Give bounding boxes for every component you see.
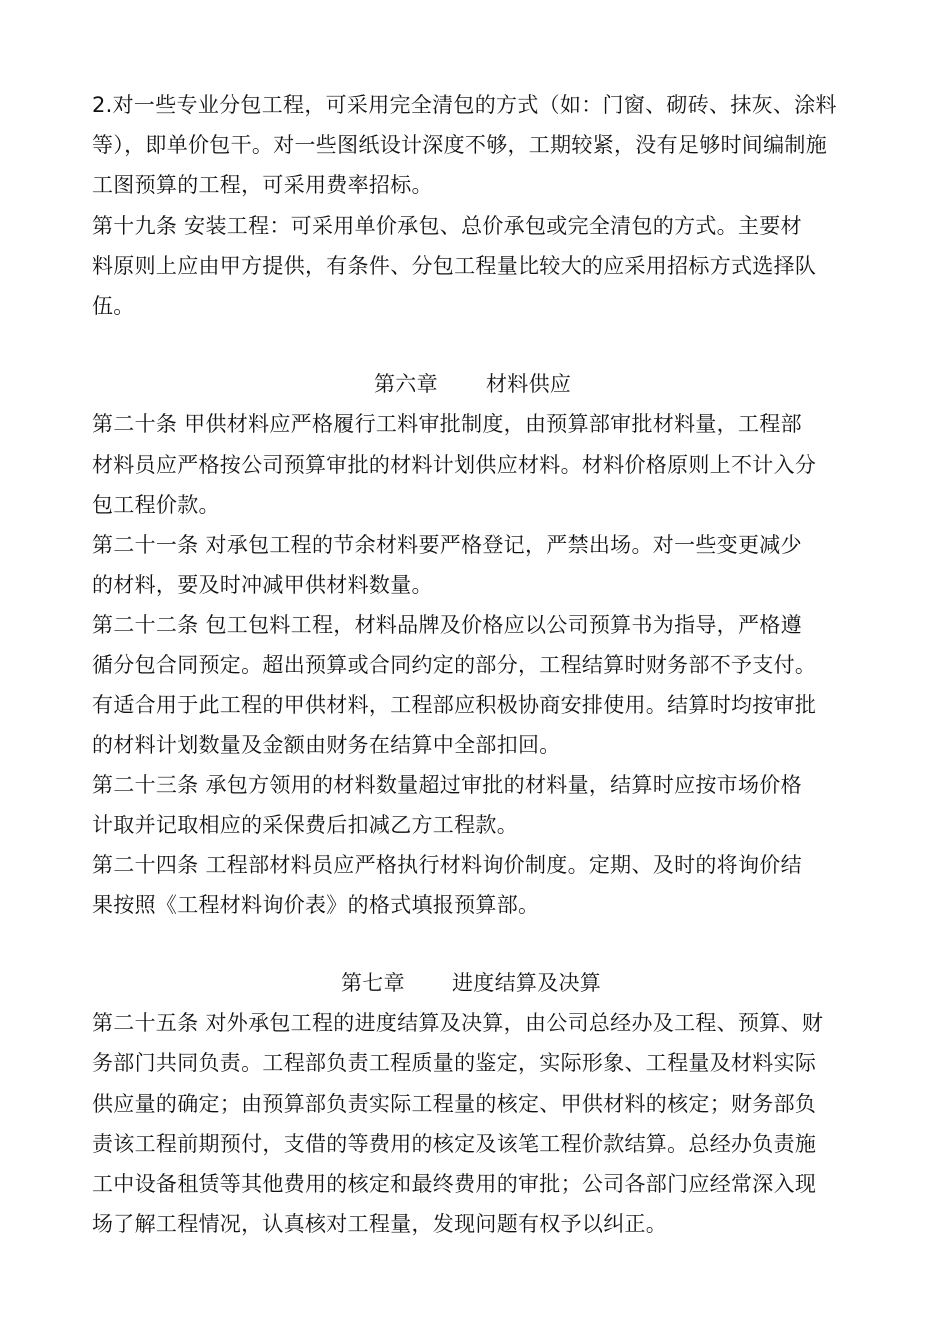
chapter-title: 进度结算及决算 <box>452 971 602 995</box>
paragraph-line: 第二十条 甲供材料应严格履行工料审批制度，由预算部审批材料量，工程部 <box>92 412 802 436</box>
paragraph-line: 循分包合同预定。超出预算或合同约定的部分，工程结算时财务部不予支付。 <box>92 653 817 677</box>
paragraph-line: 包工程价款。 <box>92 493 220 517</box>
paragraph-line: 计取并记取相应的采保费后扣减乙方工程款。 <box>92 813 518 837</box>
paragraph-line: 第二十三条 承包方领用的材料数量超过审批的材料量，结算时应按市场价格 <box>92 773 802 797</box>
paragraph-line: 场了解工程情况，认真核对工程量，发现问题有权予以纠正。 <box>92 1212 668 1236</box>
paragraph-line: 第十九条 安装工程：可采用单价承包、总价承包或完全清包的方式。主要材 <box>92 214 802 238</box>
paragraph-line: 材料员应严格按公司预算审批的材料计划供应材料。材料价格原则上不计入分 <box>92 453 817 477</box>
paragraph-line: 的材料，要及时冲减甲供材料数量。 <box>92 573 433 597</box>
paragraph-line: 责该工程前期预付，支借的等费用的核定及该笔工程价款结算。总经办负责施 <box>92 1132 817 1156</box>
paragraph-line: 的材料计划数量及金额由财务在结算中全部扣回。 <box>92 733 561 757</box>
paragraph-line: 工中设备租赁等其他费用的核定和最终费用的审批；公司各部门应经常深入现 <box>92 1172 817 1196</box>
paragraph-line: 等），即单价包干。对一些图纸设计深度不够，工期较紧，没有足够时间编制施 <box>92 133 827 157</box>
paragraph-line: 第二十一条 对承包工程的节余材料要严格登记，严禁出场。对一些变更减少 <box>92 533 802 557</box>
paragraph-line: 果按照《工程材料询价表》的格式填报预算部。 <box>92 893 540 917</box>
paragraph-line: 伍。 <box>92 294 135 318</box>
paragraph-line: 务部门共同负责。工程部负责工程质量的鉴定，实际形象、工程量及材料实际 <box>92 1051 817 1075</box>
paragraph-line: 供应量的确定；由预算部负责实际工程量的核定、甲供材料的核定；财务部负 <box>92 1092 817 1116</box>
chapter-number: 第七章 <box>341 971 405 995</box>
paragraph-line: 第二十四条 工程部材料员应严格执行材料询价制度。定期、及时的将询价结 <box>92 853 802 877</box>
paragraph-line: 料原则上应由甲方提供，有条件、分包工程量比较大的应采用招标方式选择队 <box>92 254 817 278</box>
paragraph-line: 2.对一些专业分包工程，可采用完全清包的方式（如：门窗、砌砖、抹灰、涂料 <box>92 93 837 117</box>
chapter-title: 材料供应 <box>486 372 572 396</box>
paragraph-line: 第二十五条 对外承包工程的进度结算及决算，由公司总经办及工程、预算、财 <box>92 1011 824 1035</box>
chapter-number: 第六章 <box>374 372 438 396</box>
paragraph-line: 工图预算的工程，可采用费率招标。 <box>92 173 433 197</box>
paragraph-line: 有适合用于此工程的甲供材料，工程部应积极协商安排使用。结算时均按审批 <box>92 693 817 717</box>
paragraph-line: 第二十二条 包工包料工程，材料品牌及价格应以公司预算书为指导，严格遵 <box>92 613 802 637</box>
